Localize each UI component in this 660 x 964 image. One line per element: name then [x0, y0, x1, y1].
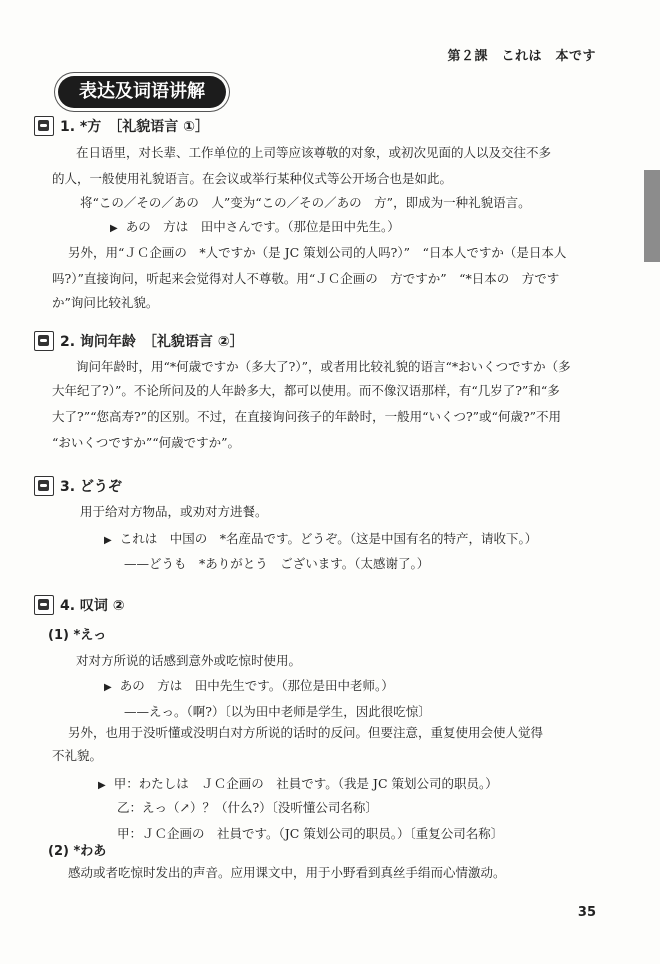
s4-example-text: あの 方は 田中先生です。（那位是田中老师。）	[119, 678, 394, 693]
teacher-icon	[34, 331, 54, 351]
s2-paragraph: 大了?”“您高寿?”的区别。不过，在直接询问孩子的年龄时，一般用“いくつ?”或“何歳?”不用	[52, 409, 562, 424]
s3-example	[104, 526, 537, 554]
s1-paragraph: 另外，用“ＪＣ企画の *人ですか（是 JC 策划公司的人吗?）” “日本人ですか（是日本人	[68, 245, 567, 260]
arrow-icon: ▶	[110, 223, 118, 234]
s4-subheading: (2) *わあ	[48, 844, 107, 859]
s2-paragraph: “おいくつですか”“何歳ですか”。	[52, 435, 241, 450]
s1-paragraph: 吗?）”直接询问，听起来会觉得对人不尊敬。用“ＪＣ企画の 方ですか” “*日本の 方です	[52, 271, 560, 286]
teacher-icon	[34, 116, 54, 136]
arrow-icon: ▶	[104, 535, 112, 546]
section-1-heading	[34, 116, 209, 136]
s1-example	[110, 214, 400, 242]
s4-dialog-line: 甲：ＪＣ企画の 社員です。（JC 策划公司的职员。）〔重复公司名称〕	[117, 826, 504, 841]
s4-example-reply: ——えっ。（啊?）〔以为田中老师是学生，因此很吃惊〕	[124, 704, 431, 719]
s4-dialog-line: 乙：えっ（↗）？（什么?）〔没听懂公司名称〕	[117, 800, 378, 815]
section-1-title: 1. *方 ［礼貌语言 ①］	[60, 119, 209, 135]
section-banner: 表达及词语讲解	[58, 76, 226, 108]
section-3-title: 3. どうぞ	[60, 479, 122, 495]
s1-example-text: あの 方は 田中さんです。（那位是田中先生。）	[125, 219, 400, 234]
teacher-icon	[34, 476, 54, 496]
section-4-title: 4. 叹词 ②	[60, 598, 125, 614]
s2-paragraph: 大年纪了?）”。不论所问及的人年龄多大，都可以使用。而不像汉语那样，有“几岁了?”和“多	[52, 383, 560, 398]
s3-example-reply: ——どうも *ありがとう ございます。（太感谢了。）	[124, 556, 430, 571]
section-2-title: 2. 询问年龄 ［礼貌语言 ②］	[60, 334, 244, 350]
s1-paragraph: か”询问比较礼貌。	[52, 295, 159, 310]
section-3-heading	[34, 476, 122, 496]
page-number: 35	[577, 905, 596, 920]
s4-paragraph: 对对方所说的话感到意外或吃惊时使用。	[76, 653, 302, 668]
lesson-header: 第２課 これは 本です	[447, 49, 596, 64]
s4-paragraph: 感动或者吃惊时发出的声音。应用课文中，用于小野看到真丝手绢而心情激动。	[68, 865, 506, 880]
s3-paragraph: 用于给对方物品，或劝对方进餐。	[80, 504, 268, 519]
s4-subheading: (1) *えっ	[48, 628, 107, 643]
s4-dialog-line: 甲：わたしは ＪＣ企画の 社員です。（我是 JC 策划公司的职员。）	[113, 776, 498, 791]
s1-paragraph: 在日语里，对长辈、工作单位的上司等应该尊敬的对象，或初次见面的人以及交往不多	[76, 145, 552, 160]
section-4-heading	[34, 595, 125, 615]
s1-paragraph: 的人，一般使用礼貌语言。在会议或举行某种仪式等公开场合也是如此。	[52, 171, 453, 186]
s3-example-text: これは 中国の *名産品です。どうぞ。（这是中国有名的特产，请收下。）	[119, 531, 538, 546]
s4-paragraph: 另外，也用于没听懂或没明白对方所说的话时的反问。但要注意，重复使用会使人觉得	[68, 725, 544, 740]
s2-paragraph: 询问年龄时，用“*何歳ですか（多大了?）”，或者用比较礼貌的语言“*おいくつですか（多	[76, 359, 571, 374]
teacher-icon	[34, 595, 54, 615]
section-2-heading	[34, 331, 244, 351]
arrow-icon: ▶	[98, 780, 106, 791]
s4-paragraph: 不礼貌。	[52, 748, 103, 763]
s1-paragraph: 将“この／その／あの 人”变为“この／その／あの 方”，即成为一种礼貌语言。	[80, 195, 531, 210]
side-tab	[644, 170, 660, 262]
arrow-icon: ▶	[104, 682, 112, 693]
s4-example	[104, 673, 394, 701]
